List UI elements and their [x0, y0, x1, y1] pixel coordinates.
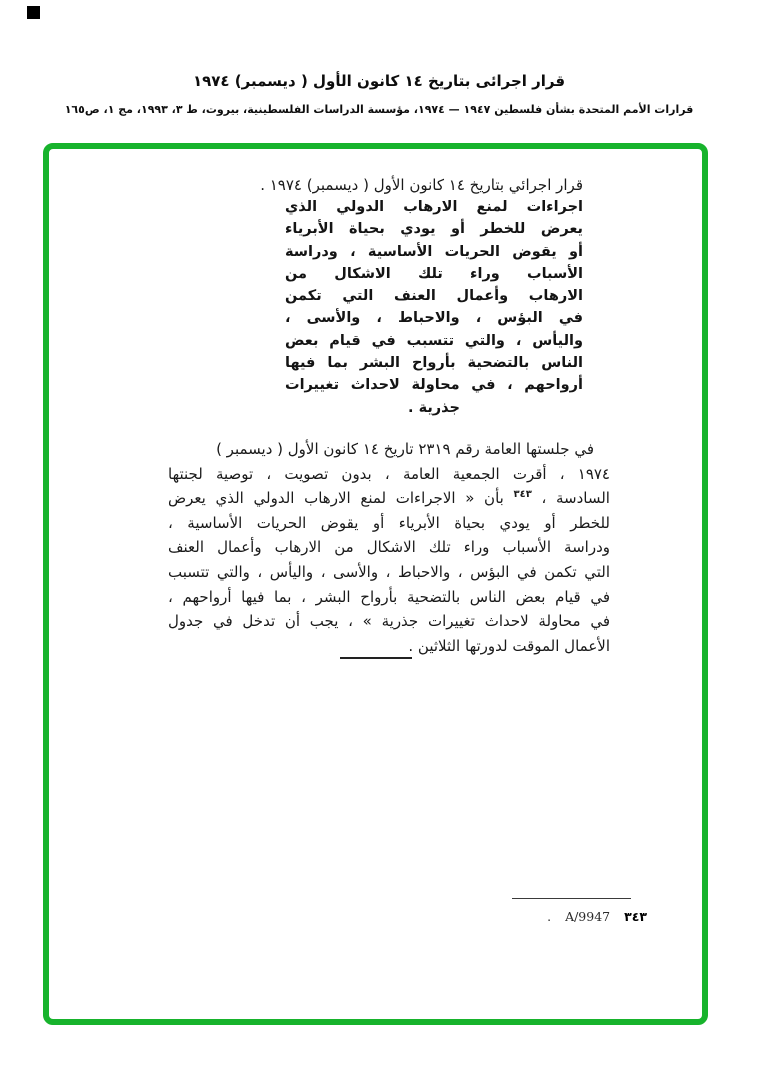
scan-content	[49, 149, 702, 1019]
agenda-title-line: جذرية .	[408, 399, 460, 416]
resolution-line: التي تكمن في البؤس ، والاحباط ، والأسى ، واليأس ، والتي تتسبب	[168, 562, 610, 581]
agenda-title-line: في البؤس ، والاحباط ، والأسى ،	[285, 310, 583, 327]
agenda-title-line: أرواحهم ، في محاولة لاحداث تغييرات	[285, 377, 583, 394]
source-citation: قرارات الأمم المتحدة بشأن فلسطين ١٩٤٧ — ١٩٧٤، مؤسسة الدراسات الفلسطينية، بيروت، ط ٣، ١٩٩٣، مج ١، ص١٦٥	[64, 103, 694, 116]
resolution-line: في جلستها العامة رقم ٢٣١٩ تاريخ ١٤ كانون الأول ( ديسمبر )	[216, 440, 594, 458]
resolution-paragraph	[168, 437, 610, 658]
resolution-line	[168, 486, 610, 511]
footnote-reference: A/9947	[565, 909, 611, 924]
agenda-title-line: أو يقوض الحريات الأساسية ، ودراسة	[285, 243, 583, 260]
scan-corner-mark	[27, 6, 40, 19]
resolution-line: ودراسة الأسباب وراء تلك الاشكال من الارهاب وأعمال العنف	[168, 538, 610, 557]
resolution-line: في قيام بعض الناس بالتضحية بأرواح البشر ، بما فيها أرواحهم ،	[168, 587, 610, 606]
resolution-line: للخطر أو يودي بحياة الأبرياء أو يقوض الحريات الأساسية ،	[168, 513, 610, 532]
footnote	[547, 909, 647, 924]
resolution-line: ١٩٧٤ ، أقرت الجمعية العامة ، بدون تصويت ، توصية لجنتها	[168, 464, 610, 483]
agenda-title-line: يعرض للخطر أو يودي بحياة الأبرياء	[285, 221, 583, 238]
agenda-title-line: اجراءات لمنع الارهاب الدولي الذي	[285, 199, 583, 215]
resolution-line-text: السادسة ،	[541, 489, 610, 508]
footnote-period: .	[547, 909, 552, 924]
agenda-title-line: الأسباب وراء تلك الاشكال من	[285, 265, 583, 282]
section-end-rule	[340, 657, 412, 659]
footnote-number: ٣٤٣	[624, 909, 647, 924]
resolution-line: الأعمال الموقت لدورتها الثلاثين .	[408, 636, 610, 655]
footnote-marker: ٣٤٣	[513, 489, 532, 501]
agenda-title-line: الارهاب وأعمال العنف التي تكمن	[285, 288, 583, 305]
agenda-title-line: الناس بالتضحية بأرواح البشر بما فيها	[285, 355, 583, 372]
agenda-item-title	[285, 196, 583, 419]
resolution-heading-line: قرار اجرائي بتاريخ ١٤ كانون الأول ( ديسمبر) ١٩٧٤ .	[260, 176, 583, 194]
resolution-line: في محاولة لاحداث تغييرات جذرية » ، يجب أن تدخل في جدول	[168, 612, 610, 631]
footnote-rule	[512, 898, 631, 899]
resolution-line-text: بأن « الاجراءات لمنع الارهاب الدولي الذي يعرض	[168, 489, 504, 508]
page-title: قرار اجرائى بتاريخ ١٤ كانون الأول ( ديسمبر) ١٩٧٤	[192, 72, 566, 90]
agenda-title-line: واليأس ، والتي تتسبب في قيام بعض	[285, 332, 583, 349]
highlight-frame	[43, 143, 708, 1025]
